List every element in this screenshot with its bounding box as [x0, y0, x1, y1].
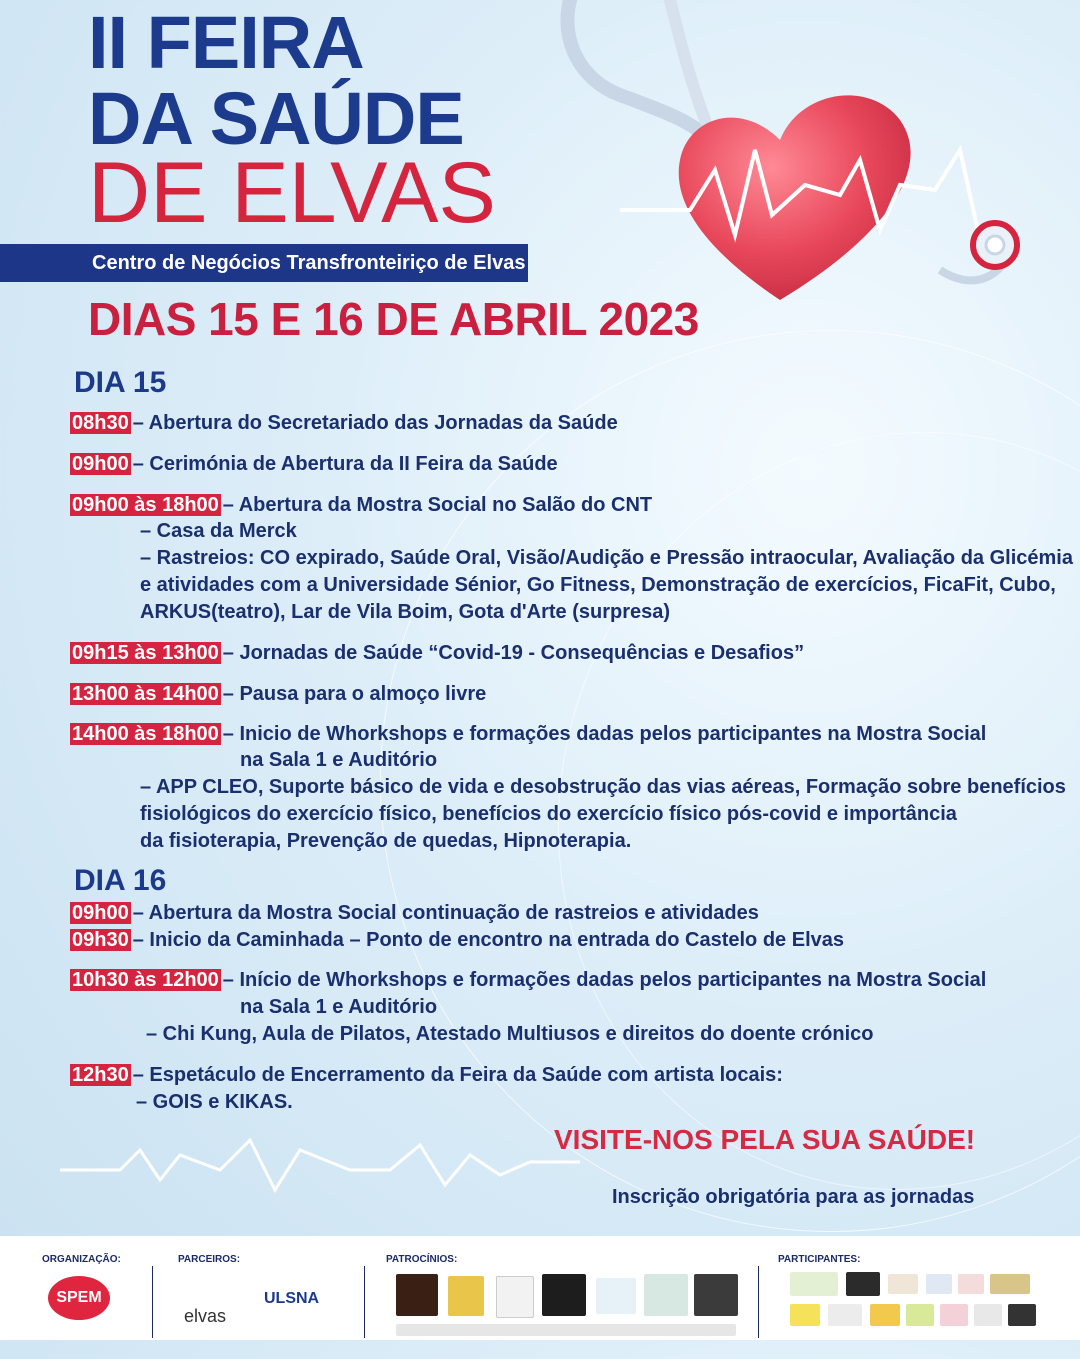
- participant-logo: [974, 1304, 1002, 1326]
- schedule-item: [70, 492, 1050, 518]
- schedule-item: [70, 721, 1050, 747]
- time-badge: 14h00 às 18h00: [72, 723, 219, 745]
- time-badge: 09h00: [72, 902, 129, 924]
- schedule-text: – Pausa para o almoço livre: [222, 683, 487, 705]
- schedule-subitem: – Chi Kung, Aula de Pilatos, Atestado Multiusos e direitos do doente crónico: [146, 1023, 874, 1045]
- schedule-text: – Abertura do Secretariado das Jornadas da Saúde: [132, 412, 618, 434]
- title-line-2: DA SAÚDE: [88, 77, 464, 160]
- sponsor-logo-row: [396, 1324, 736, 1336]
- schedule-subitem: na Sala 1 e Auditório: [240, 996, 438, 1018]
- schedule-text: – Inicio da Caminhada – Ponto de encontro na entrada do Castelo de Elvas: [132, 929, 844, 951]
- sponsor-logo: [644, 1274, 688, 1316]
- schedule-item: [70, 681, 1050, 707]
- participant-logo: [846, 1272, 880, 1296]
- schedule-item: [70, 410, 1050, 436]
- schedule-item: [70, 451, 1050, 477]
- elvas-logo: elvas: [184, 1306, 227, 1326]
- schedule-subitem: ARKUS(teatro), Lar de Vila Boim, Gota d'Arte (surpresa): [140, 601, 671, 623]
- schedule-subitem: – GOIS e KIKAS.: [136, 1091, 293, 1113]
- sponsor-logo: [542, 1274, 586, 1316]
- schedule-text: – Inicio de Whorkshops e formações dadas pelos participantes na Mostra Social: [222, 723, 987, 745]
- participant-logo: [790, 1272, 838, 1296]
- participant-logo: [870, 1304, 900, 1326]
- time-badge: 13h00 às 14h00: [72, 683, 219, 705]
- time-badge: 09h00: [72, 453, 129, 475]
- participant-logo: [888, 1274, 918, 1294]
- participant-logo: [926, 1274, 952, 1294]
- participant-logo: [828, 1304, 862, 1326]
- sponsor-logo: [596, 1278, 636, 1314]
- time-badge: 10h30 às 12h00: [72, 969, 219, 991]
- registration-note: Inscrição obrigatória para as jornadas: [612, 1186, 975, 1208]
- schedule-text: – Espetáculo de Encerramento da Feira da Saúde com artista locais:: [132, 1064, 783, 1086]
- participant-logo: [790, 1304, 820, 1326]
- divider: [758, 1266, 759, 1338]
- stethoscope-heart-icon: [540, 0, 1060, 340]
- sponsor-logo: [694, 1274, 738, 1316]
- time-badge: 09h30: [72, 929, 129, 951]
- sponsor-logo: [396, 1274, 438, 1316]
- heartbeat-line-icon: [60, 1130, 580, 1200]
- organizacao-label: ORGANIZAÇÃO:: [42, 1254, 121, 1265]
- sponsor-logo: [496, 1276, 534, 1318]
- sponsor-logo: [448, 1276, 484, 1316]
- schedule-text: – Cerimónia de Abertura da II Feira da Saúde: [132, 453, 558, 475]
- ulsna-logo: ULSNA: [264, 1290, 320, 1307]
- divider: [152, 1266, 153, 1338]
- day-16-heading: DIA 16: [74, 864, 167, 897]
- participant-logo: [958, 1274, 984, 1294]
- event-dates: DIAS 15 E 16 DE ABRIL 2023: [88, 293, 699, 345]
- schedule-subitem: fisiológicos do exercício físico, benefícios do exercício físico pós-covid e importância: [140, 803, 957, 825]
- day-15-heading: DIA 15: [74, 366, 167, 399]
- schedule-item: [70, 967, 1050, 993]
- participantes-label: PARTICIPANTES:: [778, 1254, 861, 1265]
- venue-banner: Centro de Negócios Transfronteiriço de Elvas: [0, 244, 528, 282]
- schedule-item: [70, 640, 1050, 666]
- participant-logo: [940, 1304, 968, 1326]
- divider: [364, 1266, 365, 1338]
- schedule-item: [70, 900, 1050, 926]
- participant-logo: [990, 1274, 1030, 1294]
- title-line-3: DE ELVAS: [88, 145, 496, 241]
- schedule-text: – Abertura da Mostra Social no Salão do CNT: [222, 494, 653, 516]
- participant-logo: [1008, 1304, 1036, 1326]
- schedule-text: – Abertura da Mostra Social continuação de rastreios e atividades: [132, 902, 759, 924]
- schedule-subitem: e atividades com a Universidade Sénior, Go Fitness, Demonstração de exercícios, FicaFit, Cubo,: [140, 574, 1056, 596]
- patrocinios-label: PATROCÍNIOS:: [386, 1254, 458, 1265]
- parceiros-label: PARCEIROS:: [178, 1254, 241, 1265]
- time-badge: 08h30: [72, 412, 129, 434]
- schedule-item: [70, 927, 1050, 953]
- time-badge: 09h15 às 13h00: [72, 642, 219, 664]
- schedule-subitem: na Sala 1 e Auditório: [240, 749, 438, 771]
- schedule-text: – Jornadas de Saúde “Covid-19 - Consequências e Desafios”: [222, 642, 805, 664]
- schedule-subitem: da fisioterapia, Prevenção de quedas, Hipnoterapia.: [140, 830, 632, 852]
- participant-logo: [906, 1304, 934, 1326]
- time-badge: 12h30: [72, 1064, 129, 1086]
- schedule-text: – Início de Whorkshops e formações dadas pelos participantes na Mostra Social: [222, 969, 987, 991]
- schedule-subitem: – Casa da Merck: [140, 520, 297, 542]
- schedule-item: [70, 1062, 1050, 1088]
- schedule-subitem: – Rastreios: CO expirado, Saúde Oral, Visão/Audição e Pressão intraocular, Avaliação da Glicémia: [140, 547, 1073, 569]
- slogan: VISITE-NOS PELA SUA SAÚDE!: [554, 1124, 976, 1155]
- title-line-1: II FEIRA: [88, 1, 364, 84]
- spem-logo: SPEM: [48, 1276, 110, 1320]
- schedule-subitem: – APP CLEO, Suporte básico de vida e desobstrução das vias aéreas, Formação sobre benefícios: [140, 776, 1066, 798]
- time-badge: 09h00 às 18h00: [72, 494, 219, 516]
